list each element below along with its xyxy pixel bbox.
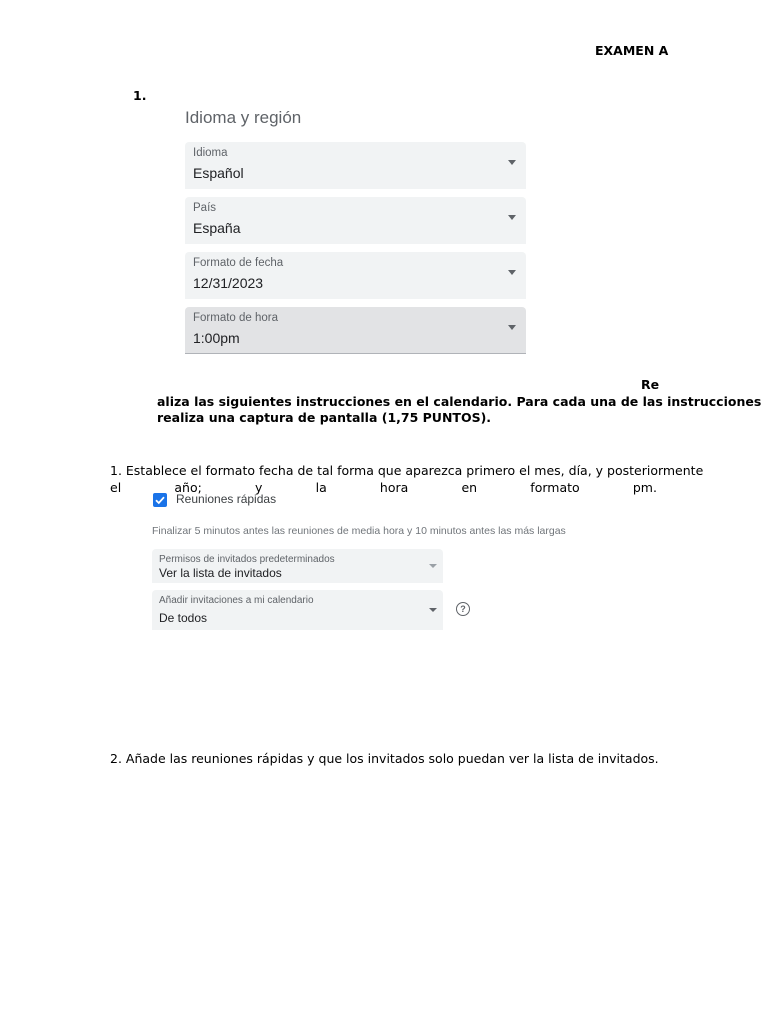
guest-permissions-value: Ver la lista de invitados — [159, 566, 282, 580]
exam-title: EXAMEN A — [595, 43, 669, 58]
dropdown-arrow-icon — [508, 270, 516, 275]
quick-meetings-label: Reuniones rápidas — [176, 492, 277, 506]
date-format-select[interactable] — [185, 252, 526, 299]
task1-word: año; — [174, 480, 202, 495]
task1-word: la — [315, 480, 327, 495]
guest-permissions-select[interactable] — [152, 549, 443, 583]
country-label: País — [193, 202, 217, 214]
task1-word: y — [255, 480, 263, 495]
time-format-label: Formato de hora — [193, 312, 279, 324]
add-invitations-select[interactable] — [152, 590, 443, 630]
task1-word: hora — [379, 480, 409, 495]
quick-meetings-checkbox[interactable] — [153, 493, 167, 507]
guest-permissions-label: Permisos de invitados predeterminados — [159, 554, 335, 565]
task1-word: el — [110, 480, 122, 495]
country-select[interactable] — [185, 197, 526, 244]
language-label: Idioma — [193, 147, 228, 159]
help-icon[interactable]: ? — [456, 602, 470, 616]
time-format-value: 1:00pm — [193, 330, 240, 346]
question-number: 1. — [133, 88, 147, 103]
instructions-line2: aliza las siguientes instrucciones en el calendario. Para cada una de las instrucciones — [157, 394, 762, 409]
time-format-select[interactable] — [185, 307, 526, 354]
quick-meetings-hint: Finalizar 5 minutos antes las reuniones de media hora y 10 minutos antes las más largas — [152, 525, 566, 537]
dropdown-arrow-icon — [508, 325, 516, 330]
instructions-line1: Re — [641, 377, 660, 392]
dropdown-arrow-icon — [429, 608, 437, 612]
dropdown-arrow-icon — [508, 160, 516, 165]
dropdown-arrow-icon — [508, 215, 516, 220]
instructions-line3: realiza una captura de pantalla (1,75 PUNTOS). — [157, 410, 492, 425]
checkmark-icon — [154, 494, 166, 506]
task1-word: formato — [530, 480, 580, 495]
date-format-label: Formato de fecha — [193, 257, 284, 269]
date-format-value: 12/31/2023 — [193, 275, 264, 291]
country-value: España — [193, 220, 241, 236]
task2-text: 2. Añade las reuniones rápidas y que los invitados solo puedan ver la lista de invitados. — [110, 751, 659, 766]
add-invitations-label: Añadir invitaciones a mi calendario — [159, 595, 314, 606]
region-settings-title: Idioma y región — [185, 108, 302, 127]
task1-word: pm. — [632, 480, 657, 495]
add-invitations-value: De todos — [159, 611, 208, 625]
language-select[interactable] — [185, 142, 526, 189]
task1-word: en — [461, 480, 478, 495]
dropdown-arrow-icon — [429, 564, 437, 568]
language-value: Español — [193, 165, 244, 181]
task1-line1: 1. Establece el formato fecha de tal forma que aparezca primero el mes, día, y posteriormente — [110, 463, 704, 478]
